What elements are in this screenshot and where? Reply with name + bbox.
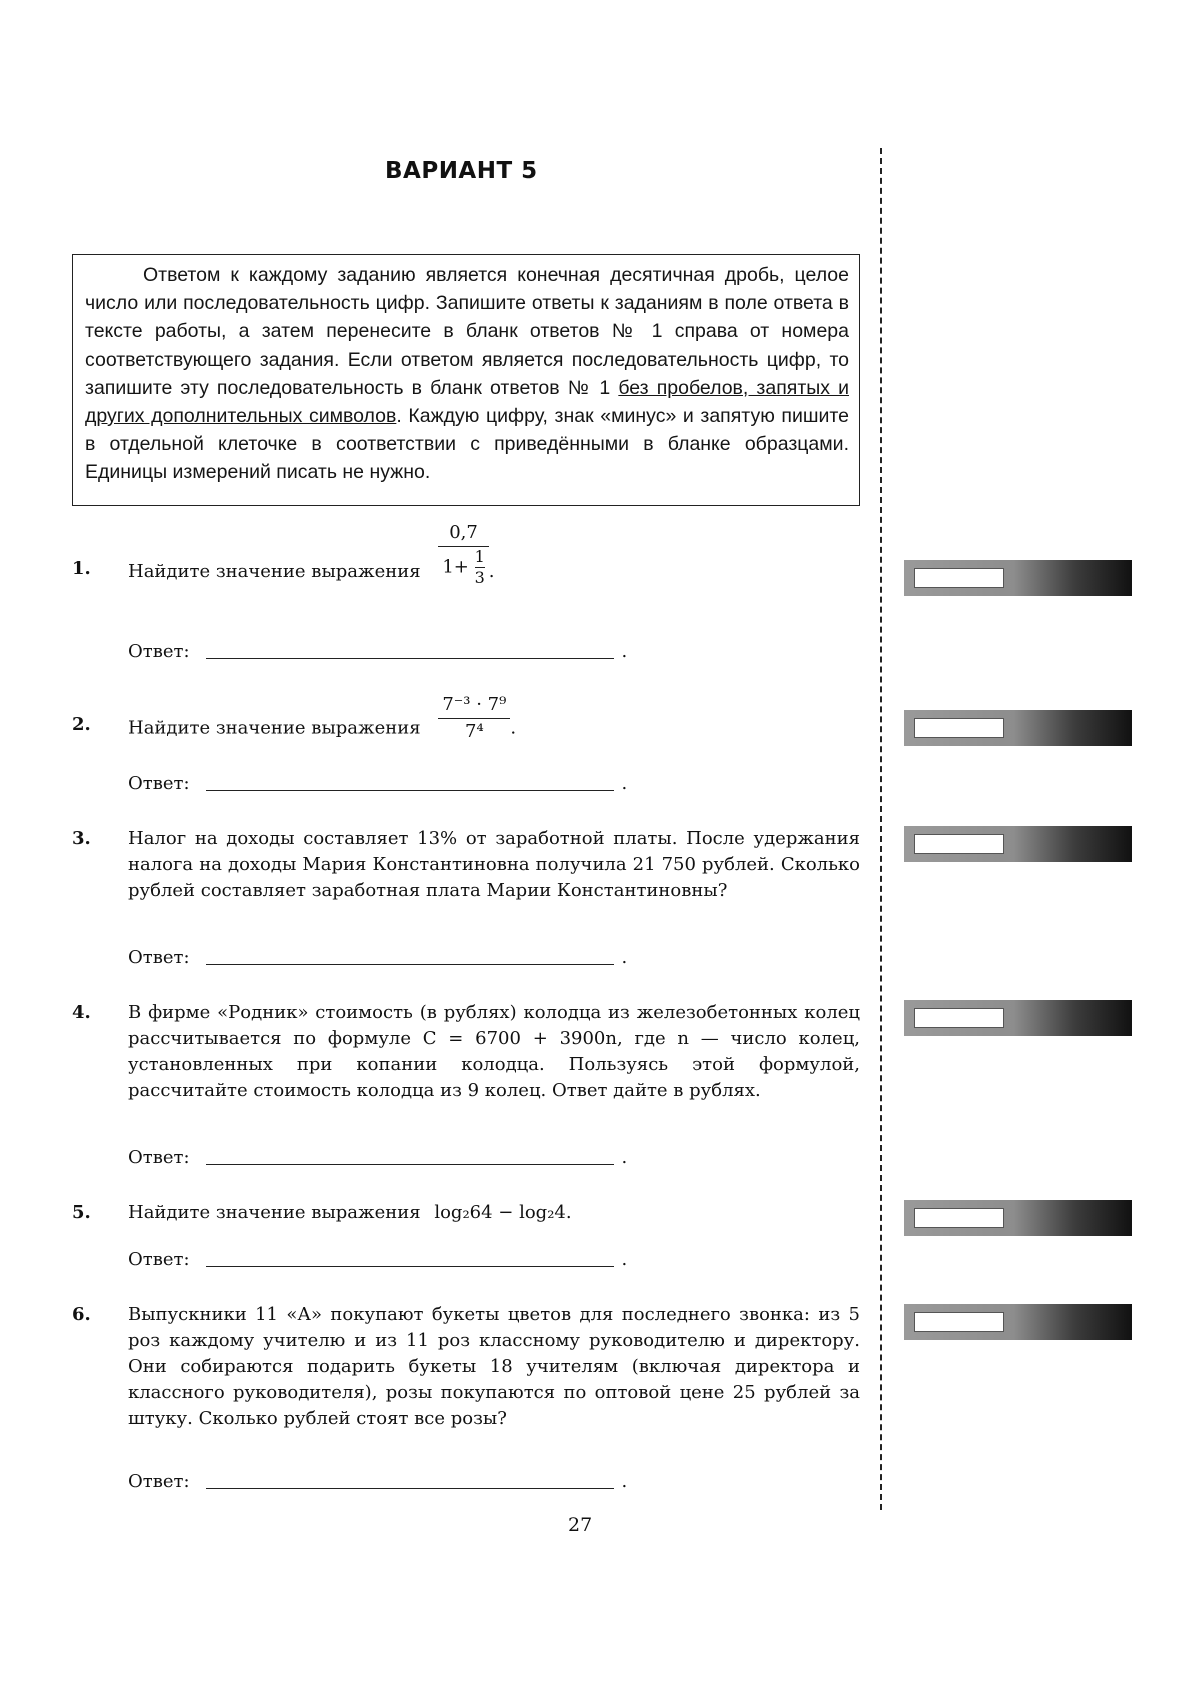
marker-slot — [914, 568, 1004, 588]
fraction-denominator — [438, 547, 488, 588]
answer-field[interactable] — [206, 1470, 614, 1489]
answer-marker-4 — [904, 1000, 1132, 1036]
answer-field[interactable] — [206, 772, 614, 791]
task-text — [128, 1200, 860, 1226]
task-text — [128, 522, 860, 588]
fraction-denominator: 7⁴ — [465, 721, 484, 742]
task-text: В фирме «Родник» стоимость (в рублях) колодца из железобетонных колец рассчитывается по формуле C = 6700 + 3900n, где n — число колец, установленных при копании колодца. Пользуясь этой формулой, рассчитайте стоимость колодца из 9 колец. Ответ дайте в рублях. — [128, 1002, 860, 1101]
page-title: ВАРИАНТ 5 — [385, 158, 538, 184]
answer-marker-2 — [904, 710, 1132, 746]
answer-label: Ответ: — [128, 773, 190, 794]
answer-label: Ответ: — [128, 1249, 190, 1270]
task-2 — [72, 694, 860, 745]
fraction-numerator: 0,7 — [438, 520, 488, 547]
answer-row-2: Ответ: . — [128, 773, 628, 794]
answer-label: Ответ: — [128, 1471, 190, 1492]
instruction-box — [72, 254, 860, 506]
fraction-numerator: 7⁻³ · 7⁹ — [438, 692, 510, 719]
fraction — [438, 520, 488, 588]
answer-row-6: Ответ: . — [128, 1471, 628, 1492]
answer-row-1: Ответ: . — [128, 641, 628, 662]
task-prompt: Найдите значение выражения — [128, 717, 421, 739]
task-text: Выпускники 11 «А» покупают букеты цветов для последнего звонка: из 5 роз каждому учителю и из 11 роз классному руководителю и директору. Они собираются подарить букеты 18 учителям (включая директора и классного руководителя), розы покупаются по оптовой цене 25 рублей за штуку. Сколько рублей стоят все розы? — [128, 1304, 860, 1429]
task-number: 5. — [72, 1202, 91, 1223]
cut-line — [880, 148, 882, 1510]
answer-field[interactable] — [206, 640, 614, 659]
task-end: . — [488, 561, 495, 582]
fraction — [438, 692, 510, 745]
instruction-text — [85, 261, 849, 487]
task-1 — [72, 522, 860, 588]
page-number: 27 — [568, 1514, 593, 1536]
task-number: 2. — [72, 714, 91, 735]
task-prompt: Найдите значение выражения — [128, 561, 421, 582]
marker-slot — [914, 834, 1004, 854]
answer-row-4: Ответ: . — [128, 1147, 628, 1168]
answer-row-3: Ответ: . — [128, 947, 628, 968]
marker-slot — [914, 1208, 1004, 1228]
task-text — [128, 694, 860, 745]
answer-field[interactable] — [206, 1146, 614, 1165]
answer-row-5: Ответ: . — [128, 1249, 628, 1270]
marker-slot — [914, 1312, 1004, 1332]
task-end: . — [565, 1202, 572, 1223]
task-text: Налог на доходы составляет 13% от заработной платы. После удержания налога на доходы Мария Константиновна получила 21 750 рублей. Сколько рублей составляет заработная плата Марии Константиновны? — [128, 828, 860, 901]
task-3 — [72, 826, 860, 904]
task-prompt: Найдите значение выражения — [128, 1202, 421, 1223]
answer-marker-6 — [904, 1304, 1132, 1340]
instruction-part1: Ответом к каждому заданию является конечная десятичная дробь, целое число или последовательность цифр. Запишите ответы к заданиям в поле ответа в тексте работы, а затем перенесите в бланк ответов № 1 справа от номера соответствующего задания. Если ответом является последовательность цифр, то запишите эту последовательность в бланк ответов № 1 — [85, 264, 849, 399]
answer-marker-1 — [904, 560, 1132, 596]
instruction-part2: . Каждую цифру, знак «минус» и запятую пишите в отдельной клеточке в соответствии с приведёнными в бланке образцами. Единицы измерений писать не нужно. — [85, 405, 849, 484]
answer-field[interactable] — [206, 946, 614, 965]
answer-marker-5 — [904, 1200, 1132, 1236]
task-end: . — [510, 717, 517, 739]
marker-slot — [914, 1008, 1004, 1028]
answer-marker-3 — [904, 826, 1132, 862]
task-number: 6. — [72, 1304, 91, 1325]
answer-label: Ответ: — [128, 947, 190, 968]
task-number: 1. — [72, 558, 91, 579]
answer-label: Ответ: — [128, 1147, 190, 1168]
task-6 — [72, 1302, 860, 1432]
nested-denominator: 3 — [474, 568, 485, 587]
den-integer: 1+ — [442, 556, 469, 578]
task-5 — [72, 1200, 860, 1226]
task-number: 4. — [72, 1002, 91, 1023]
answer-label: Ответ: — [128, 641, 190, 662]
task-number: 3. — [72, 828, 91, 849]
task-4 — [72, 1000, 860, 1104]
nested-fraction — [475, 547, 485, 588]
math-expression: log₂64 − log₂4 — [434, 1202, 566, 1223]
answer-field[interactable] — [206, 1248, 614, 1267]
marker-slot — [914, 718, 1004, 738]
instruction-underlined: без пробелов, запятых и других дополнительных символов — [85, 376, 849, 428]
nested-numerator: 1 — [474, 547, 485, 566]
